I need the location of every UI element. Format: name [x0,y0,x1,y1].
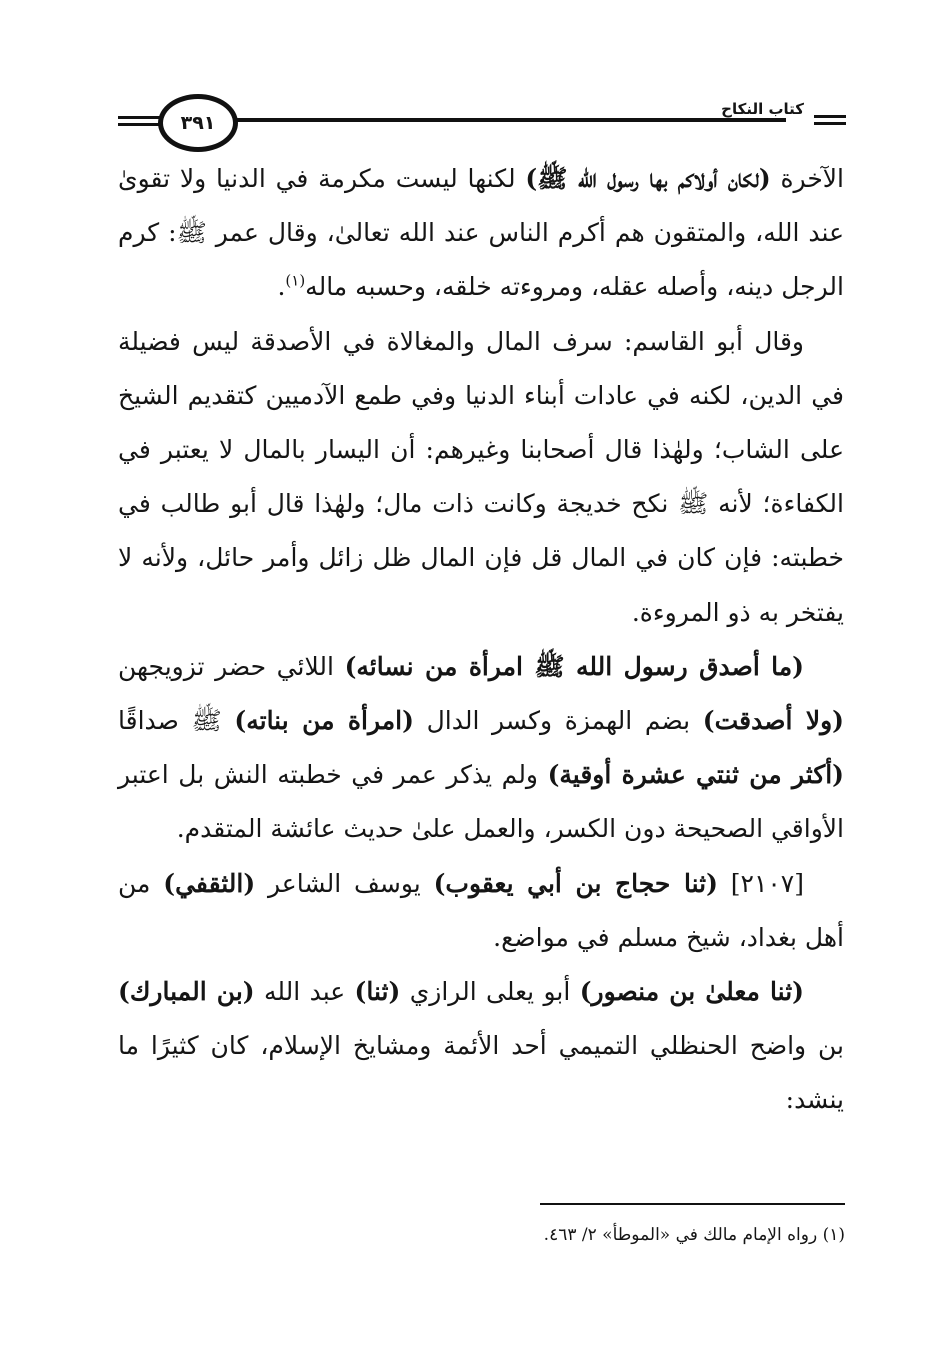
bold-text-run: (ولا أصدقت) [702,706,844,736]
bold-text-run: (امرأة من بناته) [234,706,414,736]
text-run: لكنها ليست مكرمة في الدنيا ولا تقوىٰ عند الله، والمتقون هم أكرم الناس عند الله تعالىٰ، وقال عمر ﷺ: كرم الرجل دينه، وأصله عقله، ومروءته خلقه، وحسبه ماله [118,164,844,302]
paragraph: وقال أبو القاسم: سرف المال والمغالاة في الأصدقة ليس فضيلة في الدين، لكنه في عادات أبناء الدنيا وفي طمع الآدميين كتقديم الشيخ على الشاب؛ ولهٰذا قال أصحابنا وغيرهم: أن اليسار بالمال لا يعتبر في الكفاءة؛ لأنه ﷺ نكح خديجة وكانت ذات مال؛ ولهٰذا قال أبو طالب في خطبته: فإن كان في المال قل فإن المال ظل زائل وأمر حائل، ولأنه لا يفتخر به ذو المروءة. [118,326,844,627]
paragraph [118,857,844,965]
header-rule [814,122,846,125]
header-rule [226,118,786,122]
footnote-separator [540,1203,845,1205]
header-rule [814,115,846,118]
text-run: بن واضح الحنظلي التميمي أحد الأئمة ومشايخ الإسلام، كان كثيرًا ما ينشد: [118,1031,844,1115]
text-run: من أهل بغداد، شيخ مسلم في مواضع. [118,868,844,952]
bold-text-run: (الثقفي) [163,868,256,898]
paragraph [118,965,844,1128]
bold-text-run: (لكان أولاكم بها رسول الله ﷺ) [525,164,771,193]
text-run: عبد الله [254,977,355,1007]
bold-text-run: (ثنا) [354,977,401,1007]
text-run: يوسف الشاعر [255,868,434,898]
footnote: (١) رواه الإمام مالك في «الموطأ» ٢/ ٤٦٣. [543,1225,845,1245]
chapter-title: كتاب النكاح [715,101,810,117]
paragraph [118,152,844,315]
bold-text-run: (ثنا معلىٰ بن منصور) [579,977,804,1007]
bold-text-run: (ما أصدق رسول الله ﷺ امرأة من نسائه) [344,651,804,681]
main-text [118,152,844,1128]
text-run: ﷺ صداقًا [118,706,235,736]
text-run: اللائي حضر تزويجهن [118,651,345,681]
bold-text-run: (ثنا حجاج بن أبي يعقوب) [433,868,718,898]
text-run: . [277,272,286,302]
text-run: الآخرة [770,164,844,193]
text-run: أبو يعلى الرازي [400,977,580,1007]
text-run: [٢١٠٧] [717,868,804,898]
text-run: ولم يذكر عمر في خطبته النش بل اعتبر الأواقي الصحيحة دون الكسر، والعمل علىٰ حديث عائشة المتقدم. [118,760,844,844]
footnote-marker: (١) [285,272,306,291]
page-number: ٣٩١ [158,94,238,152]
bold-text-run: (بن المبارك) [118,977,255,1007]
bold-text-run: (أكثر من ثنتي عشرة أوقية) [547,760,845,790]
text-run: بضم الهمزة وكسر الدال [413,706,703,736]
paragraph [118,640,844,857]
running-header [118,86,846,152]
